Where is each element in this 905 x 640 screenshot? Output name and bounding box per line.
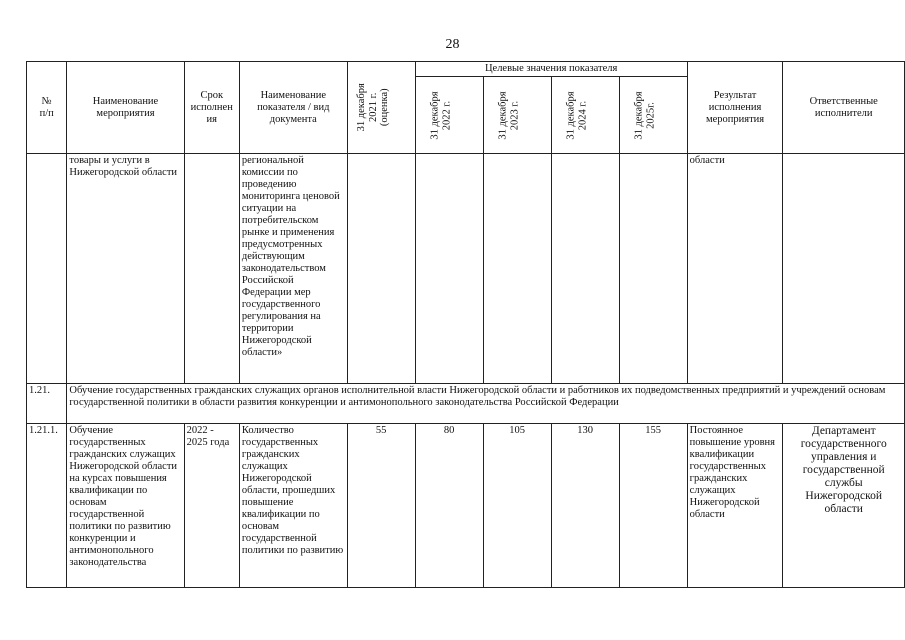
header-2022 xyxy=(415,77,483,154)
table-row xyxy=(27,424,905,588)
header-2023-label: 31 декабря 2023 г. xyxy=(497,90,520,140)
cell-indicator: региональной комиссии по проведению мониторинга ценовой ситуации на потребительском рынке и применения предусмотренных действующим законодательством Российской Федерации мер государственного регулирования на территории Нижегородской области» xyxy=(239,154,347,384)
header-name: Наименование мероприятия xyxy=(67,62,184,154)
section-row xyxy=(27,384,905,424)
table-row xyxy=(27,154,905,384)
cell-value xyxy=(483,154,551,384)
cell-value xyxy=(415,154,483,384)
cell-result: Постоянное повышение уровня квалификации государственных гражданских служащих Нижегородской области xyxy=(687,424,783,588)
cell-num xyxy=(27,154,67,384)
cell-value xyxy=(619,154,687,384)
header-num: № п/п xyxy=(27,62,67,154)
header-indicator: Наименование показателя / вид документа xyxy=(239,62,347,154)
cell-responsible xyxy=(783,154,905,384)
header-base-2021-label: 31 декабря 2021 г. (оценка) xyxy=(355,83,390,132)
header-2024 xyxy=(551,77,619,154)
header-2024-label: 31 декабря 2024 г. xyxy=(565,90,588,140)
cell-indicator: Количество государственных гражданских служащих Нижегородской области, прошедших повышение квалификации по основам государственной политики по развитию xyxy=(239,424,347,588)
cell-deadline xyxy=(184,154,239,384)
page-number: 28 xyxy=(445,37,460,52)
header-2022-label: 31 декабря 2022 г. xyxy=(429,90,452,140)
header-base-2021 xyxy=(347,62,415,154)
cell-deadline: 2022 - 2025 года xyxy=(184,424,239,588)
cell-value-2024: 130 xyxy=(551,424,619,588)
cell-value xyxy=(347,154,415,384)
section-num: 1.21. xyxy=(27,384,67,424)
cell-value-2023: 105 xyxy=(483,424,551,588)
cell-value xyxy=(551,154,619,384)
table-header-row xyxy=(27,62,905,77)
cell-value-2021: 55 xyxy=(347,424,415,588)
cell-result: области xyxy=(687,154,783,384)
header-target-group: Целевые значения показателя xyxy=(415,62,687,77)
cell-responsible: Департамент государственного управления и государственной службы Нижегородской области xyxy=(783,424,905,588)
cell-value-2022: 80 xyxy=(415,424,483,588)
header-deadline: Срок исполнен ия xyxy=(184,62,239,154)
header-result: Результат исполнения мероприятия xyxy=(687,62,783,154)
header-2023 xyxy=(483,77,551,154)
cell-name: Обучение государственных гражданских служащих Нижегородской области на курсах повышения квалификации по основам государственной политики по развитию конкуренции и антимонопольного законодательства xyxy=(67,424,184,588)
header-2025-label: 31 декабря 2025г. xyxy=(633,90,656,140)
plan-table xyxy=(26,61,905,588)
header-responsible: Ответственные исполнители xyxy=(783,62,905,154)
header-2025 xyxy=(619,77,687,154)
cell-num: 1.21.1. xyxy=(27,424,67,588)
section-text: Обучение государственных гражданских служащих органов исполнительной власти Нижегородской области и работников их подведомственных предприятий и учреждений основам государственной политики в области развития конкуренции и антимонопольного законодательства Российской Федерации xyxy=(67,384,905,424)
cell-name: товары и услуги в Нижегородской области xyxy=(67,154,184,384)
cell-value-2025: 155 xyxy=(619,424,687,588)
